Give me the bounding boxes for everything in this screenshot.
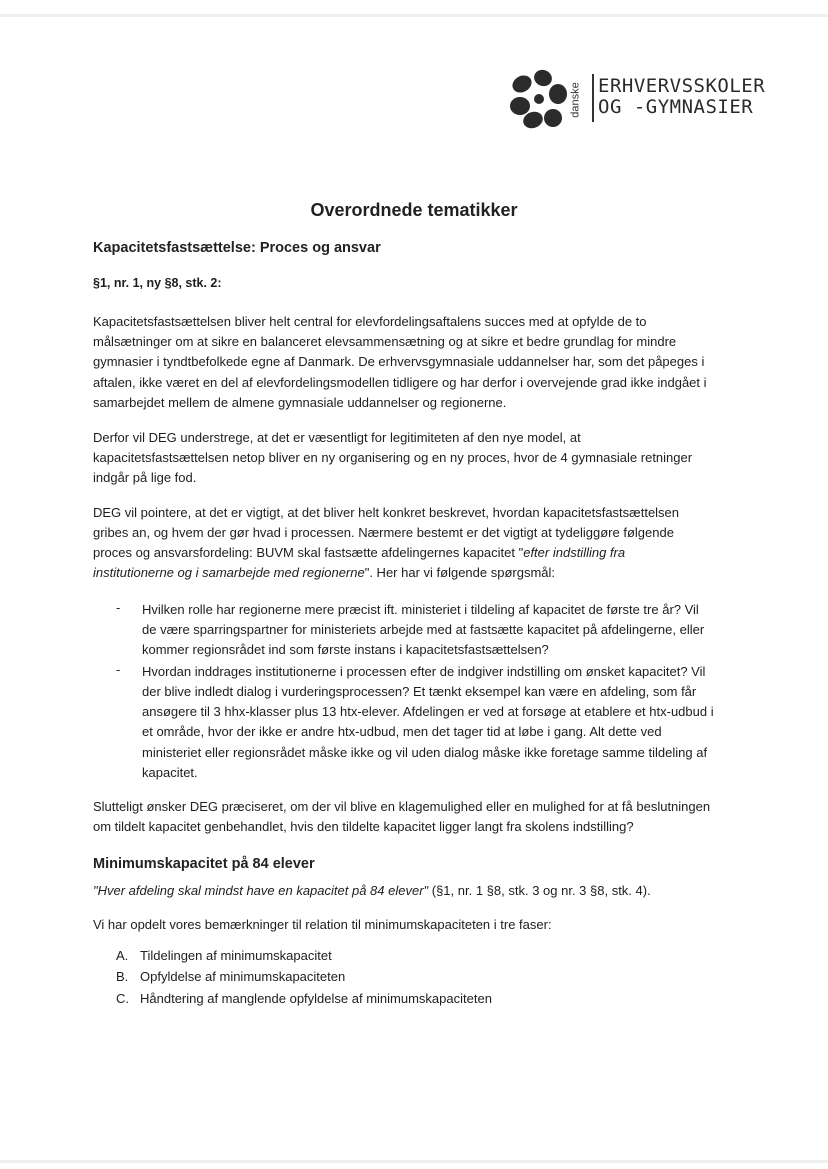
bullet-line: Hvordan inddrages institutionerne i processen efter de indgiver indstilling om ønsket kapacitet? Vil xyxy=(142,664,706,679)
list-marker: C. xyxy=(116,991,129,1006)
bullet-line: Hvilken rolle har regionerne mere præcist ift. ministeriet i tildeling af kapacitet de første tre år? Vil xyxy=(142,602,699,617)
paragraph-line: indgår på lige fod. xyxy=(93,470,197,485)
bullet-line: ansøgere til 3 hhx-klasser plus 13 htx-elever. Afdelingen er ved at forsøge at etablere et htx-udbud i xyxy=(142,704,714,719)
paragraph-line xyxy=(93,543,625,563)
bullet-line: kapacitet. xyxy=(142,765,198,780)
scan-edge-bottom xyxy=(0,1160,828,1163)
list-marker: A. xyxy=(116,948,129,963)
paragraph-line: om tildelt kapacitet genbehandlet, hvis den tildelte kapacitet ligger langt fra skolens indstilling? xyxy=(93,819,634,834)
italic-quote: institutionerne og i samarbejde med regionerne xyxy=(93,565,365,580)
paragraph-line: målsætninger om at sikre en balanceret elevsammensætning og at sikre et bedre grundlag for mindre xyxy=(93,334,677,349)
bullet-marker: - xyxy=(116,662,121,677)
paragraph-line: Kapacitetsfastsættelsen bliver helt central for elevfordelingsaftalens succes med at opfylde de to xyxy=(93,314,647,329)
paragraph-line: gribes an, og hvem der gør hvad i processen. Nærmere bestemt er det vigtigt at tydeliggøre følgende xyxy=(93,525,674,540)
section2-quote xyxy=(93,881,651,901)
list-item: Håndtering af manglende opfyldelse af minimumskapaciteten xyxy=(140,991,492,1006)
section1-heading: Kapacitetsfastsættelse: Proces og ansvar xyxy=(93,240,381,256)
list-marker: B. xyxy=(116,969,129,984)
deg-logo xyxy=(506,68,766,138)
paragraph-line: Derfor vil DEG understrege, at det er væsentligt for legitimiteten af den nye model, at xyxy=(93,430,581,445)
bullet-line: kommer regionsrådet ind som første instans i kapacitetsfastsættelsen? xyxy=(142,642,549,657)
italic-quote: efter indstilling fra xyxy=(523,545,626,560)
text-span: proces og ansvarsfordeling: BUVM skal fastsætte afdelingernes kapacitet " xyxy=(93,545,524,560)
bullet-line: der blive indledt dialog i vurderingsprocessen? Et tænkt eksempel kan være en afdeling, som får xyxy=(142,684,697,699)
logo-side-text: danske xyxy=(569,82,582,118)
section2-heading: Minimumskapacitet på 84 elever xyxy=(93,856,315,872)
paragraph-line: DEG vil pointere, at det er vigtigt, at det bliver helt konkret beskrevet, hvordan kapacitetsfastsættelsen xyxy=(93,505,680,520)
list-item: Opfyldelse af minimumskapaciteten xyxy=(140,969,346,984)
logo-divider xyxy=(592,74,594,122)
text-span: ". Her har vi følgende spørgsmål: xyxy=(364,565,556,580)
bullet-line: ministeriet eller regionsrådet måske ikke og vil uden dialog måske ikke foretage samme tildeling af xyxy=(142,745,708,760)
italic-quote: "Hver afdeling skal mindst have en kapacitet på 84 elever" xyxy=(93,883,429,898)
legal-reference: (§1, nr. 1 §8, stk. 3 og nr. 3 §8, stk. 4). xyxy=(428,883,651,898)
paragraph-line xyxy=(93,563,555,583)
paragraph-line: aftalen, ikke været en del af elevfordelingsmodellen tidligere og har derfor i overvejende grad ikke indgået i xyxy=(93,375,707,390)
paragraph-line: kapacitetsfastsættelsen netop bliver en ny organisering og en ny proces, hvor de 4 gymnasiale retninger xyxy=(93,450,693,465)
section2-intro: Vi har opdelt vores bemærkninger til relation til minimumskapaciteten i tre faser: xyxy=(93,917,552,932)
paragraph-line: gymnasier i tyndtbefolkede egne af Danmark. De erhvervsgymnasiale uddannelser har, som det påpeges i xyxy=(93,354,705,369)
paragraph-line: samarbejdet mellem de almene gymnasiale uddannelser og regionerne. xyxy=(93,395,507,410)
logo-line-2: OG -GYMNASIER xyxy=(598,96,754,118)
section1-subheading: §1, nr. 1, ny §8, stk. 2: xyxy=(93,276,222,290)
bullet-line: de være sparringspartner for ministeriets arbejde med at fastsætte kapacitet på afdelingerne, eller xyxy=(142,622,705,637)
scan-edge-top xyxy=(0,14,828,17)
bullet-marker: - xyxy=(116,600,121,615)
logo-line-1: ERHVERVSSKOLER xyxy=(598,75,766,97)
list-item: Tildelingen af minimumskapacitet xyxy=(140,948,332,963)
page-title: Overordnede tematikker xyxy=(310,200,518,220)
paragraph-line: Slutteligt ønsker DEG præciseret, om der vil blive en klagemulighed eller en mulighed for at få beslutningen xyxy=(93,799,711,814)
bullet-line: et område, hvor der ikke er andre htx-udbud, men det tager tid at løbe i gang. Alt dette ved xyxy=(142,724,662,739)
logo-petals-icon xyxy=(506,68,576,132)
